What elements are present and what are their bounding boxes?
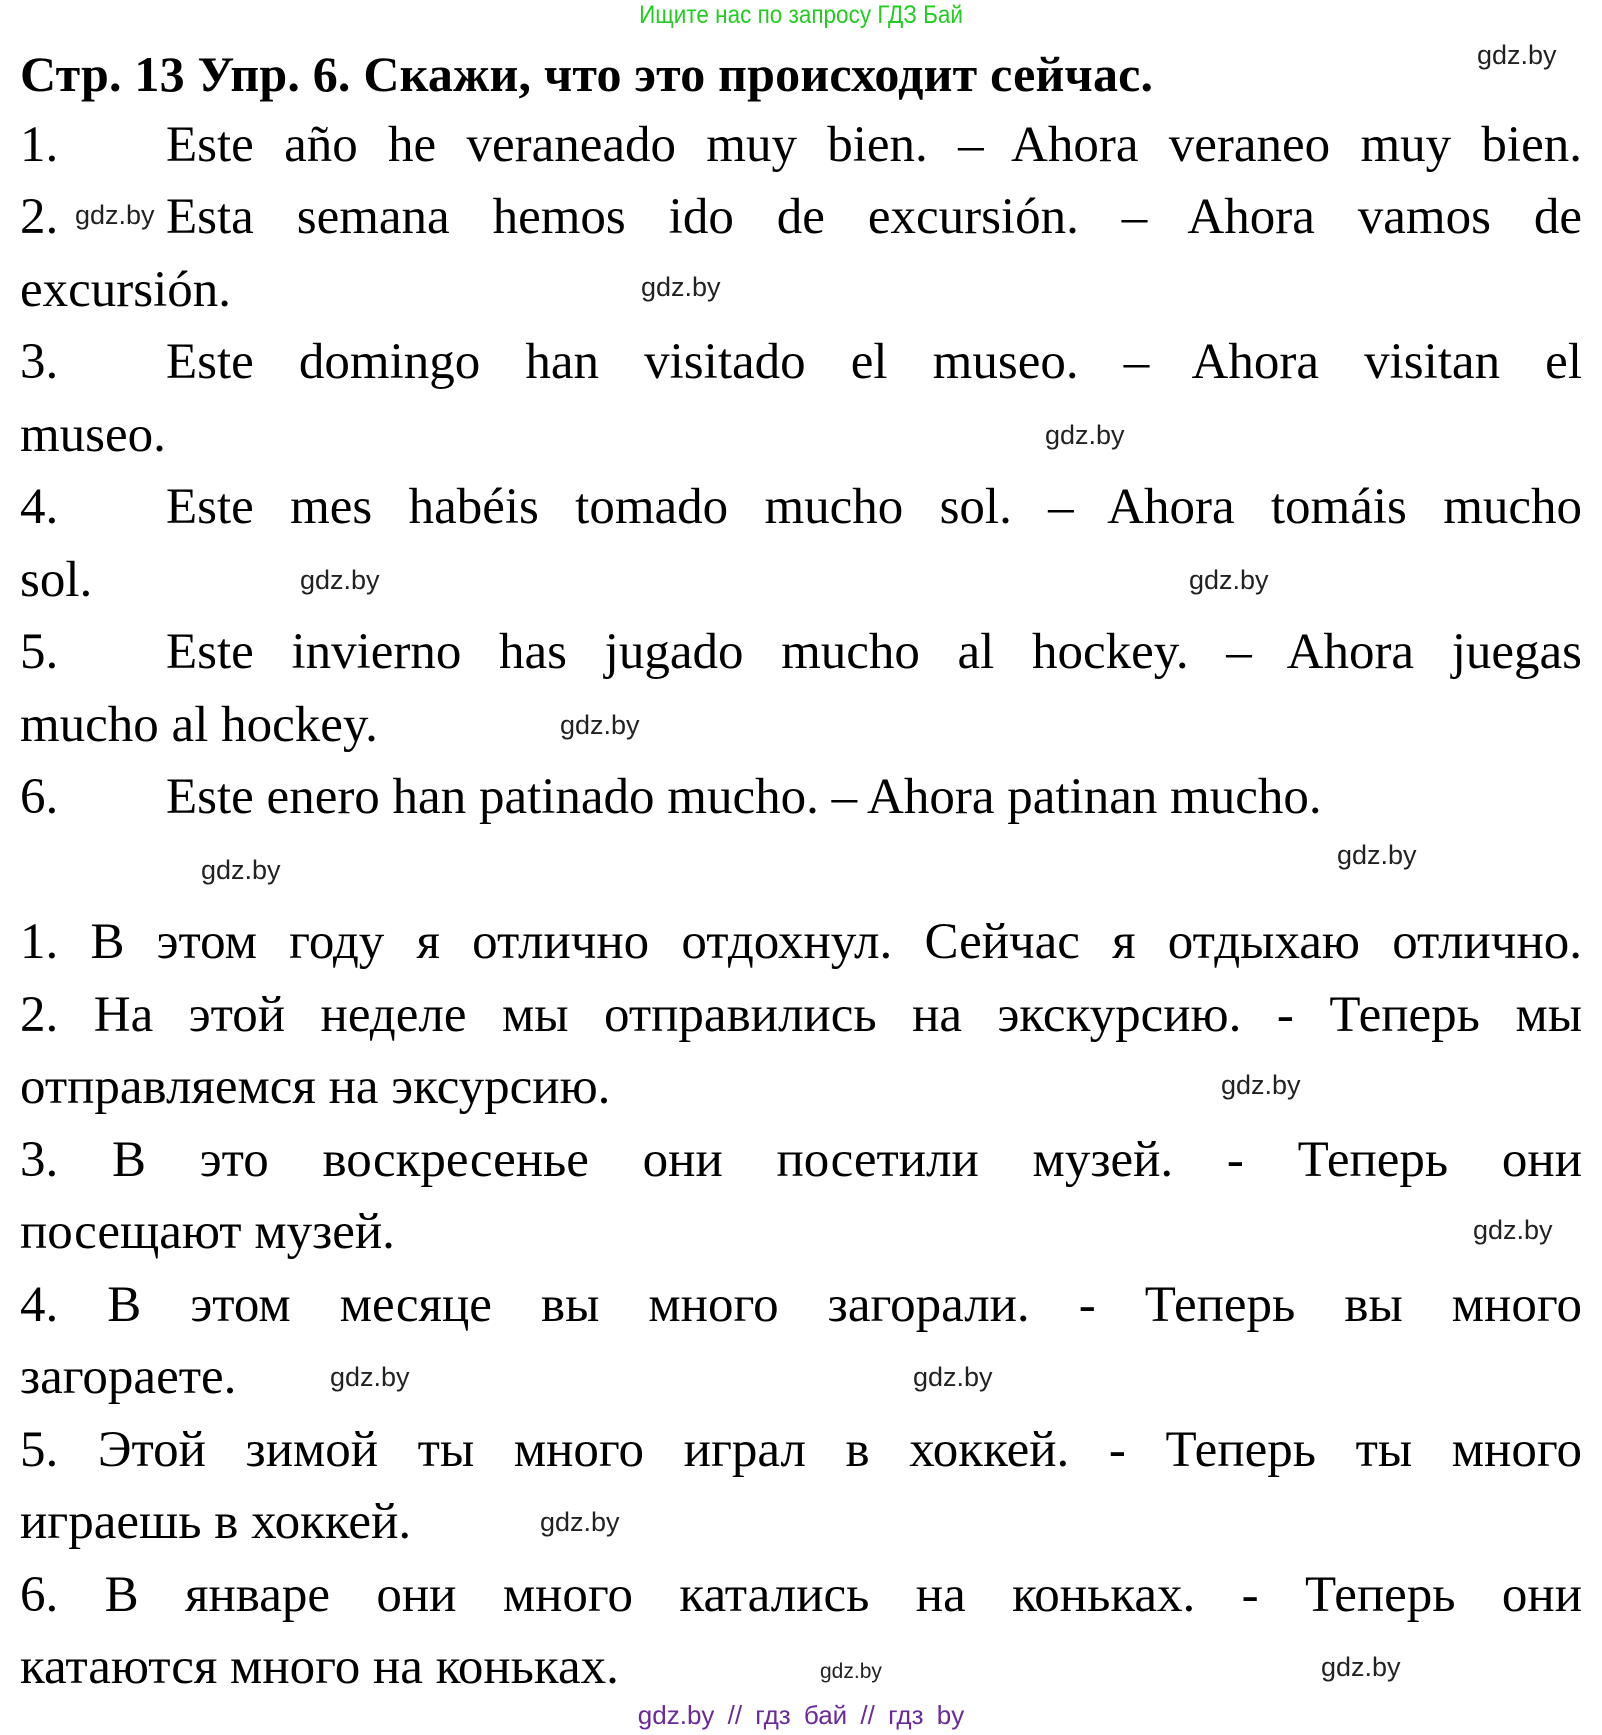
item-number: 3. xyxy=(20,334,59,390)
watermark: gdz.by xyxy=(560,710,640,740)
item-number: 4. xyxy=(20,479,59,535)
list-item-cont: катаются много на коньках. xyxy=(20,1639,619,1695)
watermark: gdz.by xyxy=(641,272,721,302)
list-item-cont: museo. xyxy=(20,407,166,463)
watermark: gdz.by xyxy=(300,565,380,595)
header-banner: Ищите нас по запросу ГДЗ Бай xyxy=(639,1,963,29)
watermark: gdz.by xyxy=(913,1362,993,1392)
watermark: gdz.by xyxy=(1477,40,1557,70)
watermark: gdz.by xyxy=(1337,840,1417,870)
list-item: 3. В это воскресенье они посетили музей. - Теперь они xyxy=(20,1132,1582,1188)
watermark: gdz.by xyxy=(1321,1652,1401,1682)
list-item-cont: играешь в хоккей. xyxy=(20,1494,412,1550)
list-item: Este domingo han visitado el museo. – Ahora visitan el xyxy=(166,334,1582,390)
list-item: Este invierno has jugado mucho al hockey. – Ahora juegas xyxy=(166,624,1582,680)
list-item-cont: отправляемся на эксурсию. xyxy=(20,1059,611,1115)
list-item: 1. В этом году я отлично отдохнул. Сейчас я отдыхаю отлично. xyxy=(20,914,1582,970)
watermark: gdz.by xyxy=(1045,420,1125,450)
list-item-cont: посещают музей. xyxy=(20,1204,395,1260)
watermark: gdz.by xyxy=(201,855,281,885)
list-item-cont: mucho al hockey. xyxy=(20,697,378,753)
item-number: 1. xyxy=(20,117,59,173)
list-item: 5. Этой зимой ты много играл в хоккей. - Теперь ты много xyxy=(20,1422,1582,1478)
item-number: 2. xyxy=(20,189,59,245)
watermark: gdz.by xyxy=(1189,565,1269,595)
list-item-cont: sol. xyxy=(20,552,93,608)
watermark: gdz.by xyxy=(540,1507,620,1537)
list-item-cont: загораете. xyxy=(20,1349,237,1405)
list-item: Este enero han patinado mucho. – Ahora patinan mucho. xyxy=(166,769,1322,825)
item-number: 5. xyxy=(20,624,59,680)
watermark: gdz.by xyxy=(75,200,155,230)
list-item: 2. На этой неделе мы отправились на экскурсию. - Теперь мы xyxy=(20,987,1582,1043)
list-item: 6. В январе они много катались на коньках. - Теперь они xyxy=(20,1567,1582,1623)
list-item: Este mes habéis tomado mucho sol. – Ahora tomáis mucho xyxy=(166,479,1582,535)
list-item-cont: excursión. xyxy=(20,262,232,318)
watermark: gdz.by xyxy=(1221,1070,1301,1100)
footer-links: gdz.by // гдз бай // гдз by xyxy=(637,1700,965,1730)
item-number: 6. xyxy=(20,769,59,825)
watermark: gdz.by xyxy=(1473,1215,1553,1245)
page-title: Стр. 13 Упр. 6. Скажи, что это происходит сейчас. xyxy=(20,46,1154,102)
list-item: Este año he veraneado muy bien. – Ahora veraneo muy bien. xyxy=(166,117,1582,173)
list-item: 4. В этом месяце вы много загорали. - Теперь вы много xyxy=(20,1277,1582,1333)
watermark: gdz.by xyxy=(330,1362,410,1392)
watermark: gdz.by xyxy=(820,1660,882,1683)
list-item: Esta semana hemos ido de excursión. – Ahora vamos de xyxy=(166,189,1582,245)
